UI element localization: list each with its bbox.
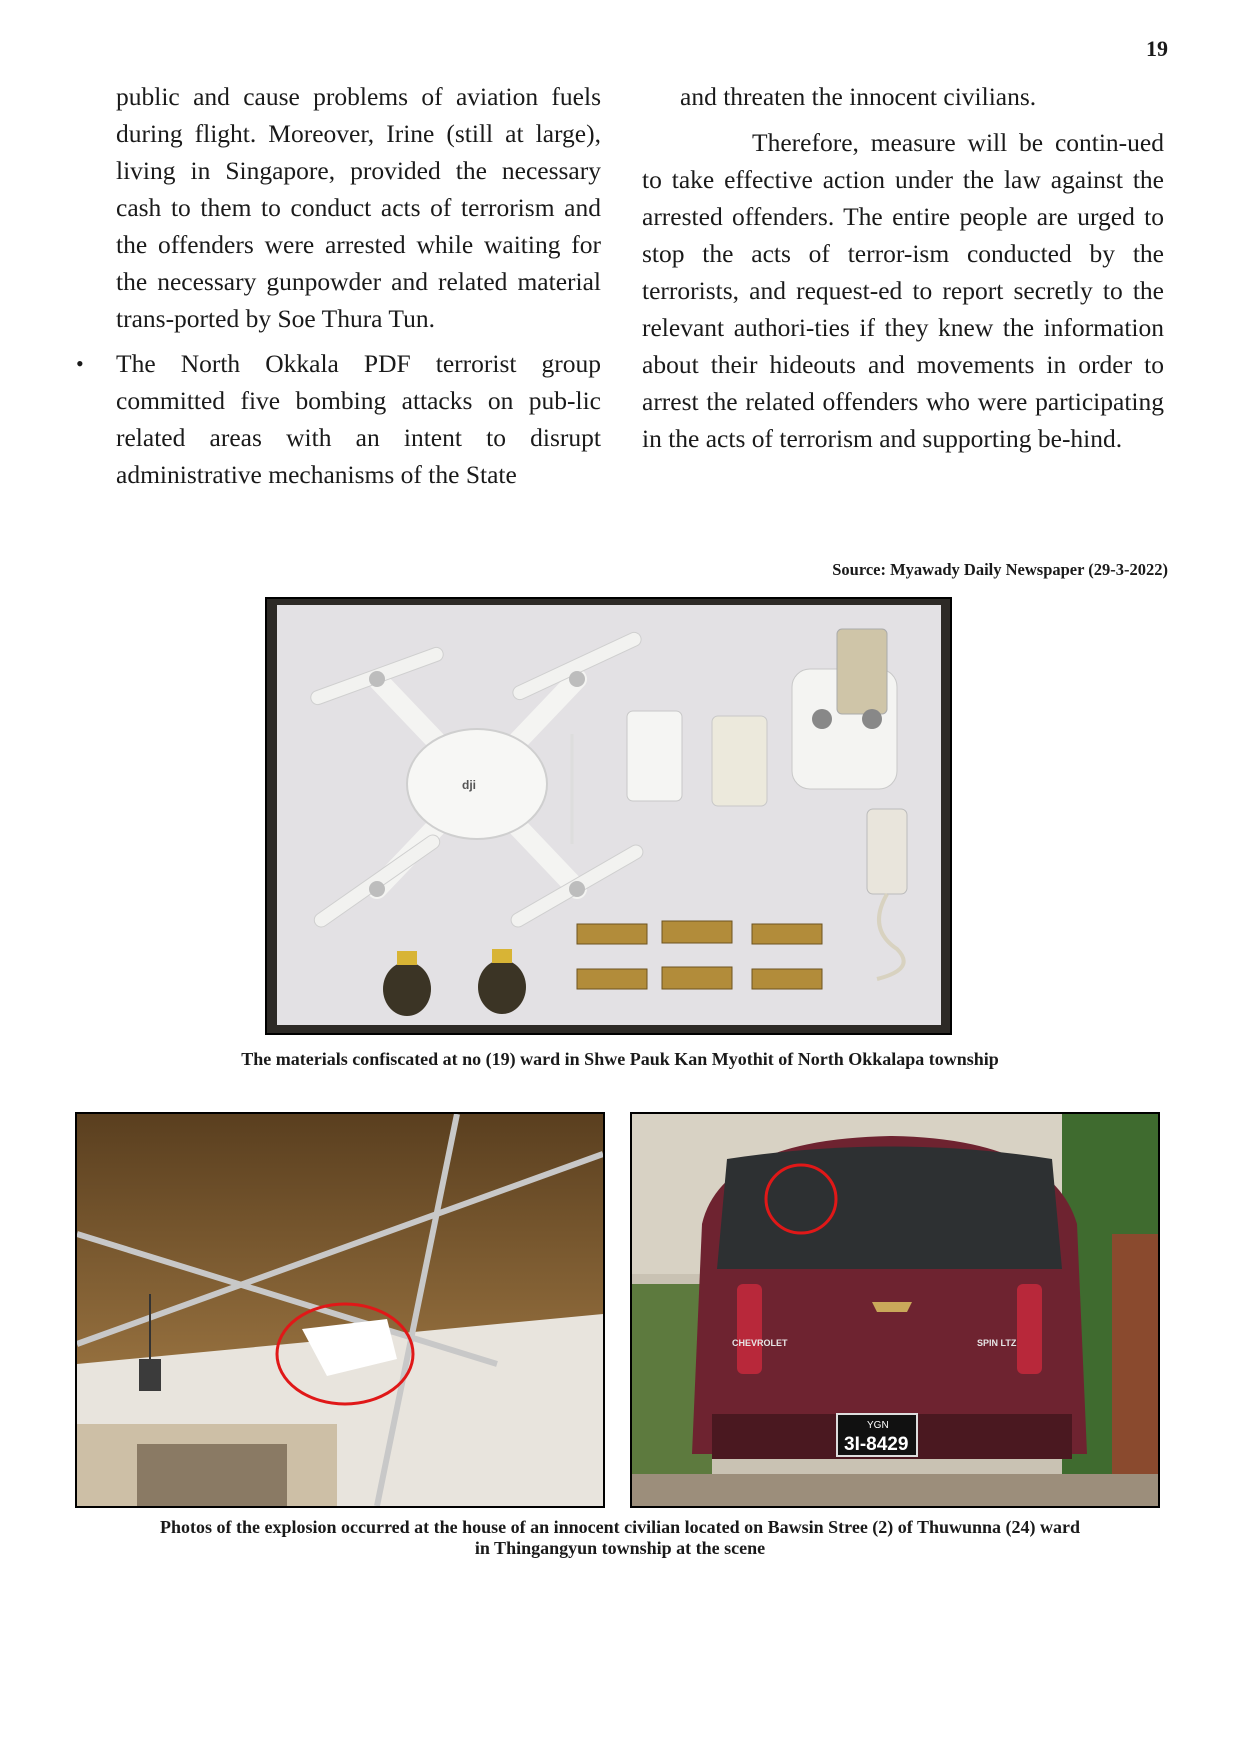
confiscated-materials-photo (265, 597, 952, 1035)
explosion-caption-line1: Photos of the explosion occurred at the house of an innocent civilian located on Bawsin Stree (2) of Thuwunna (24) ward (159, 1517, 1081, 1537)
roof-damage-photo (75, 1112, 605, 1508)
car-damage-photo (630, 1112, 1160, 1508)
explosion-caption-line2: in Thingangyun township at the scene (474, 1538, 766, 1558)
page-number: 19 (1146, 36, 1168, 61)
continuation-line: and threaten the innocent civilians. (680, 82, 1037, 111)
left-column (76, 78, 601, 493)
bullet-item (76, 345, 601, 493)
left-paragraph: public and cause problems of aviation fuels during flight. Moreover, Irine (still at large), living in Singapore, provided the necessary cash to them to conduct acts of terrorism and the offenders were arrested while waiting for the necessary gunpowder and related material trans-ported by Soe Thura Tun. (116, 82, 601, 333)
source-credit: Source: Myawady Daily Newspaper (29-3-2022) (832, 560, 1168, 579)
drone-brand-label: dji (462, 778, 476, 792)
plate-number: 3I-8429 (844, 1434, 909, 1455)
explosion-caption (0, 1517, 1240, 1559)
car-model-label: SPIN LTZ (977, 1338, 1017, 1348)
plate-region: YGN (867, 1420, 889, 1431)
right-column (642, 78, 1164, 457)
materials-caption: The materials confiscated at no (19) ward in Shwe Pauk Kan Myothit of North Okkalapa township (241, 1049, 999, 1069)
bullet-icon: • (76, 351, 84, 376)
car-brand-label: CHEVROLET (732, 1338, 788, 1348)
right-paragraph: Therefore, measure will be contin-ued to take effective action under the law against the arrested offenders. The entire people are urged to stop the acts of terror-ism conducted by the terrorists, and request-ed to report secretly to the relevant authori-ties if they knew the information about their hideouts and movements in order to arrest the related offenders who were participating in the acts of terrorism and supporting be-hind. (642, 128, 1164, 453)
bullet-text: The North Okkala PDF terrorist group committed five bombing attacks on pub-lic related areas with an intent to disrupt administrative mechanisms of the State (116, 349, 601, 489)
